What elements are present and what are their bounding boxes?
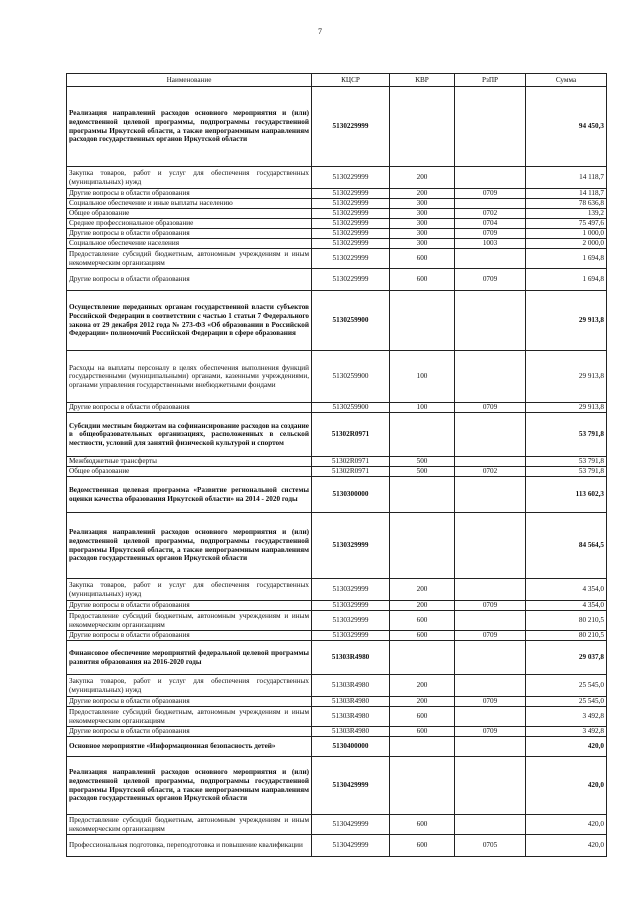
row-sum: 420,0: [526, 757, 607, 815]
row-sum: 25 545,0: [526, 675, 607, 697]
row-kvr: 500: [390, 467, 455, 477]
table-row: [67, 467, 607, 477]
row-kcsr: 5130229999: [312, 209, 390, 219]
row-rzpr: 0705: [455, 835, 526, 857]
row-name: Среднее профессиональное образование: [67, 219, 312, 229]
row-rzpr: 0709: [455, 601, 526, 611]
row-kcsr: 51302R0971: [312, 467, 390, 477]
row-name: Другие вопросы в области образования: [67, 403, 312, 413]
row-kcsr: 51303R4980: [312, 641, 390, 675]
row-kcsr: 5130329999: [312, 513, 390, 579]
table-row: [67, 269, 607, 291]
row-kcsr: 51302R0971: [312, 413, 390, 457]
row-rzpr: [455, 641, 526, 675]
table-row: [67, 477, 607, 513]
row-kcsr: 5130300000: [312, 477, 390, 513]
table-row: [67, 737, 607, 757]
row-kcsr: 5130400000: [312, 737, 390, 757]
row-name: Другие вопросы в области образования: [67, 631, 312, 641]
row-kvr: [390, 413, 455, 457]
header-sum: Сумма: [526, 74, 607, 87]
row-name: Общее образование: [67, 209, 312, 219]
row-sum: 53 791,8: [526, 457, 607, 467]
row-name: Предоставление субсидий бюджетным, автономным учреждениям и иным некоммерческим организациям: [67, 611, 312, 631]
table-row: [67, 351, 607, 403]
row-name: Предоставление субсидий бюджетным, автономным учреждениям и иным некоммерческим организациям: [67, 249, 312, 269]
budget-table: [66, 73, 607, 857]
row-sum: 420,0: [526, 835, 607, 857]
row-kvr: 100: [390, 403, 455, 413]
row-kcsr: 51303R4980: [312, 697, 390, 707]
row-kvr: 300: [390, 199, 455, 209]
row-kcsr: 5130329999: [312, 611, 390, 631]
row-name: Социальное обеспечение и иные выплаты населению: [67, 199, 312, 209]
table-row: [67, 219, 607, 229]
row-kcsr: 51302R0971: [312, 457, 390, 467]
row-kcsr: 5130329999: [312, 631, 390, 641]
row-kcsr: 51303R4980: [312, 727, 390, 737]
row-sum: 53 791,8: [526, 467, 607, 477]
row-kcsr: 5130229999: [312, 167, 390, 189]
row-kvr: 200: [390, 167, 455, 189]
row-name: Предоставление субсидий бюджетным, автономным учреждениям и иным некоммерческим организациям: [67, 815, 312, 835]
header-rzpr: РзПР: [455, 74, 526, 87]
row-kvr: 600: [390, 631, 455, 641]
page-number: 7: [318, 27, 322, 36]
row-kvr: 300: [390, 239, 455, 249]
row-sum: 94 450,3: [526, 87, 607, 167]
row-name: Другие вопросы в области образования: [67, 269, 312, 291]
row-sum: 4 354,0: [526, 579, 607, 601]
row-kcsr: 5130259900: [312, 403, 390, 413]
row-name: Предоставление субсидий бюджетным, автономным учреждениям и иным некоммерческим организациям: [67, 707, 312, 727]
row-rzpr: [455, 611, 526, 631]
row-kcsr: 51303R4980: [312, 675, 390, 697]
row-kcsr: 5130429999: [312, 835, 390, 857]
row-sum: 84 564,5: [526, 513, 607, 579]
row-sum: 29 037,8: [526, 641, 607, 675]
table-row: [67, 601, 607, 611]
table-row: [67, 727, 607, 737]
row-sum: 25 545,0: [526, 697, 607, 707]
row-sum: 29 913,8: [526, 351, 607, 403]
row-name: Реализация направлений расходов основного мероприятия и (или) ведомственной целевой программы, подпрограммы государственной программы Иркутской области, а также непрограммным направлениям расходов государственных органов Иркутской области: [67, 87, 312, 167]
row-rzpr: [455, 513, 526, 579]
row-name: Другие вопросы в области образования: [67, 727, 312, 737]
row-kcsr: 5130229999: [312, 219, 390, 229]
table-row: [67, 513, 607, 579]
row-sum: 14 118,7: [526, 189, 607, 199]
row-sum: 80 210,5: [526, 611, 607, 631]
row-rzpr: [455, 167, 526, 189]
row-rzpr: [455, 815, 526, 835]
row-kvr: 200: [390, 189, 455, 199]
row-kcsr: 5130329999: [312, 601, 390, 611]
row-kvr: 600: [390, 249, 455, 269]
row-name: Межбюджетные трансферты: [67, 457, 312, 467]
row-name: Закупка товаров, работ и услуг для обеспечения государственных (муниципальных) нужд: [67, 675, 312, 697]
row-sum: 2 000,0: [526, 239, 607, 249]
row-kvr: 200: [390, 601, 455, 611]
header-kcsr: КЦСР: [312, 74, 390, 87]
row-kcsr: 5130229999: [312, 239, 390, 249]
row-sum: 420,0: [526, 737, 607, 757]
row-rzpr: [455, 675, 526, 697]
row-rzpr: 0709: [455, 727, 526, 737]
header-kvr: КВР: [390, 74, 455, 87]
row-rzpr: [455, 737, 526, 757]
row-kvr: 600: [390, 727, 455, 737]
row-kcsr: 5130259900: [312, 351, 390, 403]
row-sum: 14 118,7: [526, 167, 607, 189]
row-name: Субсидии местным бюджетам на софинансирование расходов на создание в общеобразовательных организациях, расположенных в сельской местности, условий для занятий физической культурой и спортом: [67, 413, 312, 457]
row-sum: 80 210,5: [526, 631, 607, 641]
table-row: [67, 291, 607, 351]
table-row: [67, 835, 607, 857]
row-kvr: 600: [390, 815, 455, 835]
row-rzpr: [455, 757, 526, 815]
row-kvr: 600: [390, 611, 455, 631]
table-row: [67, 229, 607, 239]
row-name: Другие вопросы в области образования: [67, 189, 312, 199]
table-row: [67, 697, 607, 707]
row-sum: 3 492,8: [526, 707, 607, 727]
row-name: Общее образование: [67, 467, 312, 477]
row-rzpr: [455, 87, 526, 167]
row-kvr: 600: [390, 707, 455, 727]
row-kvr: [390, 757, 455, 815]
row-name: Реализация направлений расходов основного мероприятия и (или) ведомственной целевой программы, подпрограммы государственной программы Иркутской области, а также непрограммным направлениям расходов государственных органов Иркутской области: [67, 757, 312, 815]
row-name: Профессиональная подготовка, переподготовка и повышение квалификации: [67, 835, 312, 857]
row-kcsr: 5130259900: [312, 291, 390, 351]
table-header-row: [67, 74, 607, 87]
table-row: [67, 611, 607, 631]
header-name: Наименование: [67, 74, 312, 87]
table-row: [67, 579, 607, 601]
row-name: Социальное обеспечение населения: [67, 239, 312, 249]
table-row: [67, 209, 607, 219]
row-rzpr: 0709: [455, 697, 526, 707]
row-kvr: [390, 87, 455, 167]
table-row: [67, 707, 607, 727]
row-rzpr: [455, 477, 526, 513]
row-kvr: 300: [390, 209, 455, 219]
row-rzpr: 0702: [455, 209, 526, 219]
row-rzpr: [455, 291, 526, 351]
row-name: Основное мероприятие «Информационная безопасность детей»: [67, 737, 312, 757]
row-kvr: 100: [390, 351, 455, 403]
table-row: [67, 815, 607, 835]
row-kcsr: 5130229999: [312, 249, 390, 269]
row-kvr: [390, 291, 455, 351]
row-kvr: [390, 513, 455, 579]
row-kcsr: 5130229999: [312, 229, 390, 239]
row-rzpr: [455, 249, 526, 269]
row-sum: 3 492,8: [526, 727, 607, 737]
table-row: [67, 199, 607, 209]
row-kvr: 200: [390, 579, 455, 601]
table-row: [67, 675, 607, 697]
row-kvr: 200: [390, 697, 455, 707]
row-sum: 78 636,8: [526, 199, 607, 209]
row-sum: 4 354,0: [526, 601, 607, 611]
row-name: Другие вопросы в области образования: [67, 601, 312, 611]
row-kcsr: 5130429999: [312, 815, 390, 835]
row-name: Другие вопросы в области образования: [67, 229, 312, 239]
row-kvr: 600: [390, 269, 455, 291]
table-row: [67, 457, 607, 467]
row-kvr: 200: [390, 675, 455, 697]
table-row: [67, 403, 607, 413]
row-name: Реализация направлений расходов основного мероприятия и (или) ведомственной целевой программы, подпрограммы государственной программы Иркутской области, а также непрограммным направлениям расходов государственных органов Иркутской области: [67, 513, 312, 579]
row-name: Финансовое обеспечение мероприятий федеральной целевой программы развития образования на 2016-2020 годы: [67, 641, 312, 675]
row-kvr: 600: [390, 835, 455, 857]
table-row: [67, 413, 607, 457]
row-name: Закупка товаров, работ и услуг для обеспечения государственных (муниципальных) нужд: [67, 167, 312, 189]
table-row: [67, 641, 607, 675]
row-rzpr: 0709: [455, 229, 526, 239]
table-row: [67, 239, 607, 249]
table-row: [67, 167, 607, 189]
row-rzpr: 0709: [455, 631, 526, 641]
row-sum: 420,0: [526, 815, 607, 835]
row-rzpr: [455, 413, 526, 457]
row-kvr: 300: [390, 219, 455, 229]
row-sum: 53 791,8: [526, 413, 607, 457]
row-kcsr: 5130229999: [312, 199, 390, 209]
table-row: [67, 189, 607, 199]
row-name: Расходы на выплаты персоналу в целях обеспечения выполнения функций государственными (муниципальными) органами, казенными учреждениями, органами управления государственными внебюджетными фондами: [67, 351, 312, 403]
row-kvr: 500: [390, 457, 455, 467]
row-rzpr: 0704: [455, 219, 526, 229]
row-sum: 29 913,8: [526, 403, 607, 413]
row-kvr: [390, 641, 455, 675]
row-kcsr: 5130229999: [312, 189, 390, 199]
row-sum: 113 602,3: [526, 477, 607, 513]
row-sum: 29 913,8: [526, 291, 607, 351]
table-row: [67, 87, 607, 167]
row-kcsr: 5130229999: [312, 87, 390, 167]
row-name: Другие вопросы в области образования: [67, 697, 312, 707]
row-rzpr: [455, 351, 526, 403]
row-kvr: [390, 737, 455, 757]
row-kcsr: 5130329999: [312, 579, 390, 601]
row-name: Закупка товаров, работ и услуг для обеспечения государственных (муниципальных) нужд: [67, 579, 312, 601]
row-rzpr: [455, 707, 526, 727]
table-row: [67, 249, 607, 269]
row-kvr: [390, 477, 455, 513]
row-kvr: 300: [390, 229, 455, 239]
table-row: [67, 631, 607, 641]
row-sum: 75 497,6: [526, 219, 607, 229]
row-rzpr: 0709: [455, 403, 526, 413]
table-row: [67, 757, 607, 815]
row-rzpr: 0709: [455, 269, 526, 291]
row-kcsr: 51303R4980: [312, 707, 390, 727]
row-sum: 1 694,8: [526, 249, 607, 269]
row-rzpr: [455, 457, 526, 467]
row-name: Осуществление переданных органам государственной власти субъектов Российской Федерации в соответствии с частью 1 статьи 7 Федерального закона от 29 декабря 2012 года № 273-ФЗ «Об образовании в Российской Федерации» полномочий Российской Федерации в сфере образования: [67, 291, 312, 351]
row-name: Ведомственная целевая программа «Развитие региональной системы оценки качества образования Иркутской области» на 2014 - 2020 годы: [67, 477, 312, 513]
row-kcsr: 5130429999: [312, 757, 390, 815]
row-rzpr: [455, 199, 526, 209]
row-sum: 1 694,8: [526, 269, 607, 291]
row-rzpr: 0702: [455, 467, 526, 477]
row-rzpr: 0709: [455, 189, 526, 199]
row-rzpr: 1003: [455, 239, 526, 249]
row-sum: 1 000,0: [526, 229, 607, 239]
row-kcsr: 5130229999: [312, 269, 390, 291]
row-rzpr: [455, 579, 526, 601]
row-sum: 139,2: [526, 209, 607, 219]
